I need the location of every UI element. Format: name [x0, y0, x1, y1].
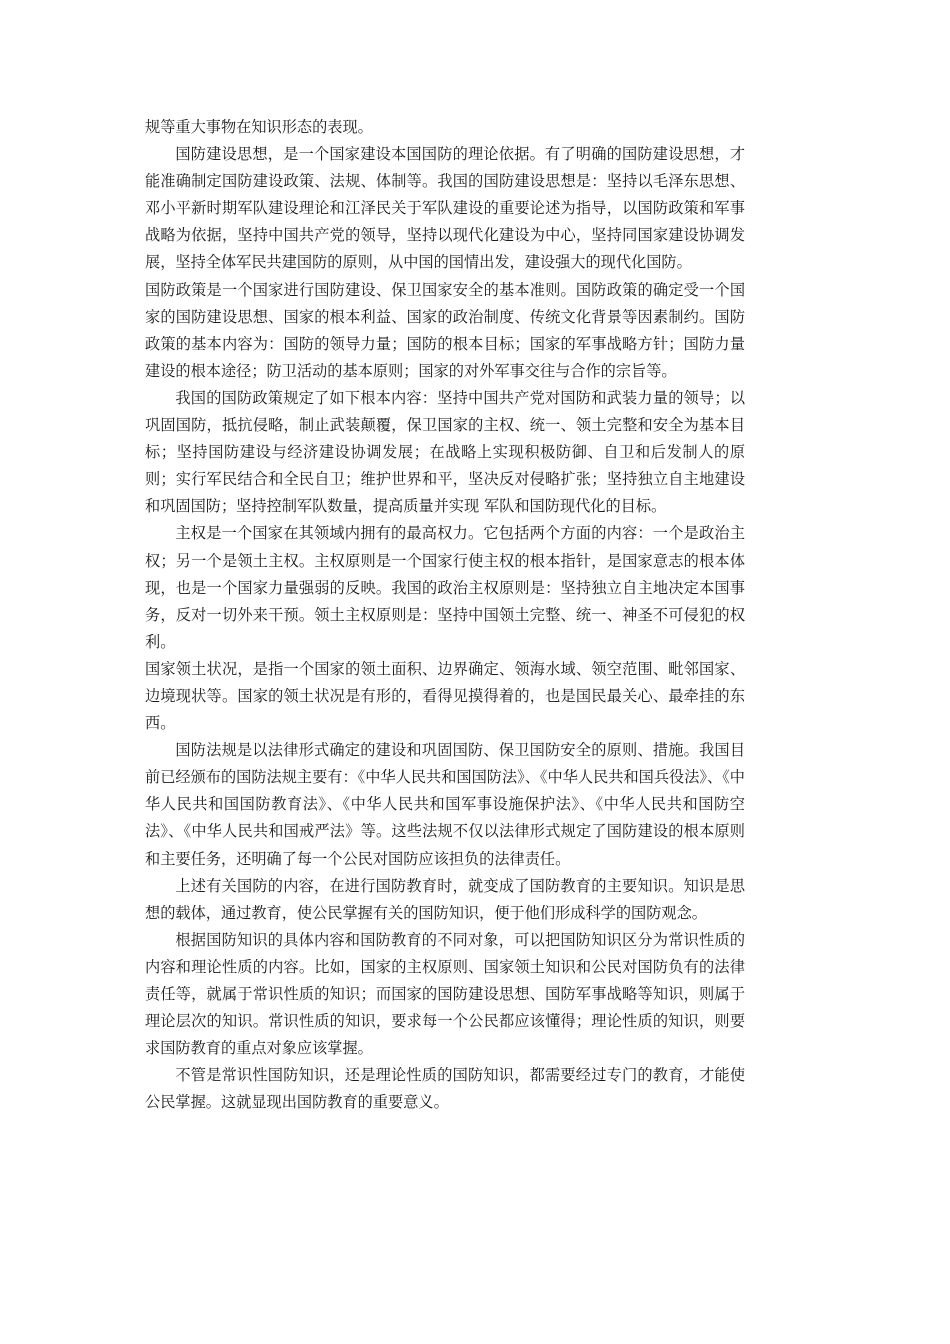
- paragraph-territory: 国家领土状况，是指一个国家的领土面积、边界确定、领海水域、领空范围、毗邻国家、边境现状等。国家的领土状况是有形的，看得见摸得着的，也是国民最关心、最牵挂的东西。: [145, 659, 745, 733]
- paragraph-defense-law: 国防法规是以法律形式确定的建设和巩固国防、保卫国防安全的原则、措施。我国目前已经颁布的国防法规主要有：《中华人民共和国国防法》、《中华人民共和国兵役法》、《中华人民共和国国防教育法》、《中华人民共和国军事设施保护法》、《中华人民共和国防空法》、《中华人民共和国戒严法》等。这些法规不仅以法律形式规定了国防建设的根本原则和主要任务，还明确了每一个公民对国防应该担负的法律责任。: [145, 741, 745, 868]
- paragraph-defense-policy: 国防政策是一个国家进行国防建设、保卫国家安全的基本准则。国防政策的确定受一个国家的国防建设思想、国家的根本利益、国家的政治制度、传统文化背景等因素制约。国防政策的基本内容为：国防的领导力量；国防的根本目标；国家的军事战略方针；国防力量建设的根本途径；防卫活动的基本原则；国家的对外军事交往与合作的宗旨等。: [145, 280, 745, 380]
- paragraph-defense-policy-content: 我国的国防政策规定了如下根本内容：坚持中国共产党对国防和武装力量的领导；以巩固国防，抵抗侵略，制止武装颠覆，保卫国家的主权、统一、领土完整和安全为基本目标；坚持国防建设与经济建设协调发展；在战略上实现积极防御、自卫和后发制人的原则；实行军民结合和全民自卫；维护世界和平，坚决反对侵略扩张；坚持独立自主地建设和巩固国防；坚持控制军队数量，提高质量并实现 军队和国防现代化的目标。: [145, 388, 745, 516]
- paragraph-knowledge-classification: 根据国防知识的具体内容和国防教育的不同对象，可以把国防知识区分为常识性质的内容和理论性质的内容。比如，国家的主权原则、国家领土知识和公民对国防负有的法律责任等，就属于常识性质的知识；而国家的国防建设思想、国防军事战略等知识，则属于理论层次的知识。常识性质的知识，要求每一个公民都应该懂得；理论性质的知识，则要求国防教育的重点对象应该掌握。: [145, 930, 745, 1058]
- paragraph-sovereignty: 主权是一个国家在其领域内拥有的最高权力。它包括两个方面的内容：一个是政治主权；另一个是领土主权。主权原则是一个国家行使主权的根本指针，是国家意志的根本体现，也是一个国家力量强弱的反映。我国的政治主权原则是：坚持独立自主地决定本国事务，反对一切外来干预。领土主权原则是：坚持中国领土完整、统一、神圣不可侵犯的权利。: [145, 524, 745, 651]
- paragraph-defense-knowledge: 上述有关国防的内容，在进行国防教育时，就变成了国防教育的主要知识。知识是思想的载体，通过教育，使公民掌握有关的国防知识，便于他们形成科学的国防观念。: [145, 876, 745, 922]
- document-body: [145, 114, 745, 1116]
- paragraph-defense-construction-thought: 国防建设思想，是一个国家建设本国国防的理论依据。有了明确的国防建设思想，才能准确制定国防建设政策、法规、体制等。我国的国防建设思想是：坚持以毛泽东思想、邓小平新时期军队建设理论和江泽民关于军队建设的重要论述为指导，以国防政策和军事战略为依据，坚持中国共产党的领导，坚持以现代化建设为中心，坚持同国家建设协调发展，坚持全体军民共建国防的原则，从中国的国情出发，建设强大的现代化国防。: [145, 145, 745, 272]
- paragraph-continuation: 规等重大事物在知识形态的表现。: [145, 118, 373, 136]
- paragraph-education-significance: 不管是常识性国防知识，还是理论性质的国防知识，都需要经过专门的教育，才能使公民掌握。这就显现出国防教育的重要意义。: [145, 1066, 745, 1112]
